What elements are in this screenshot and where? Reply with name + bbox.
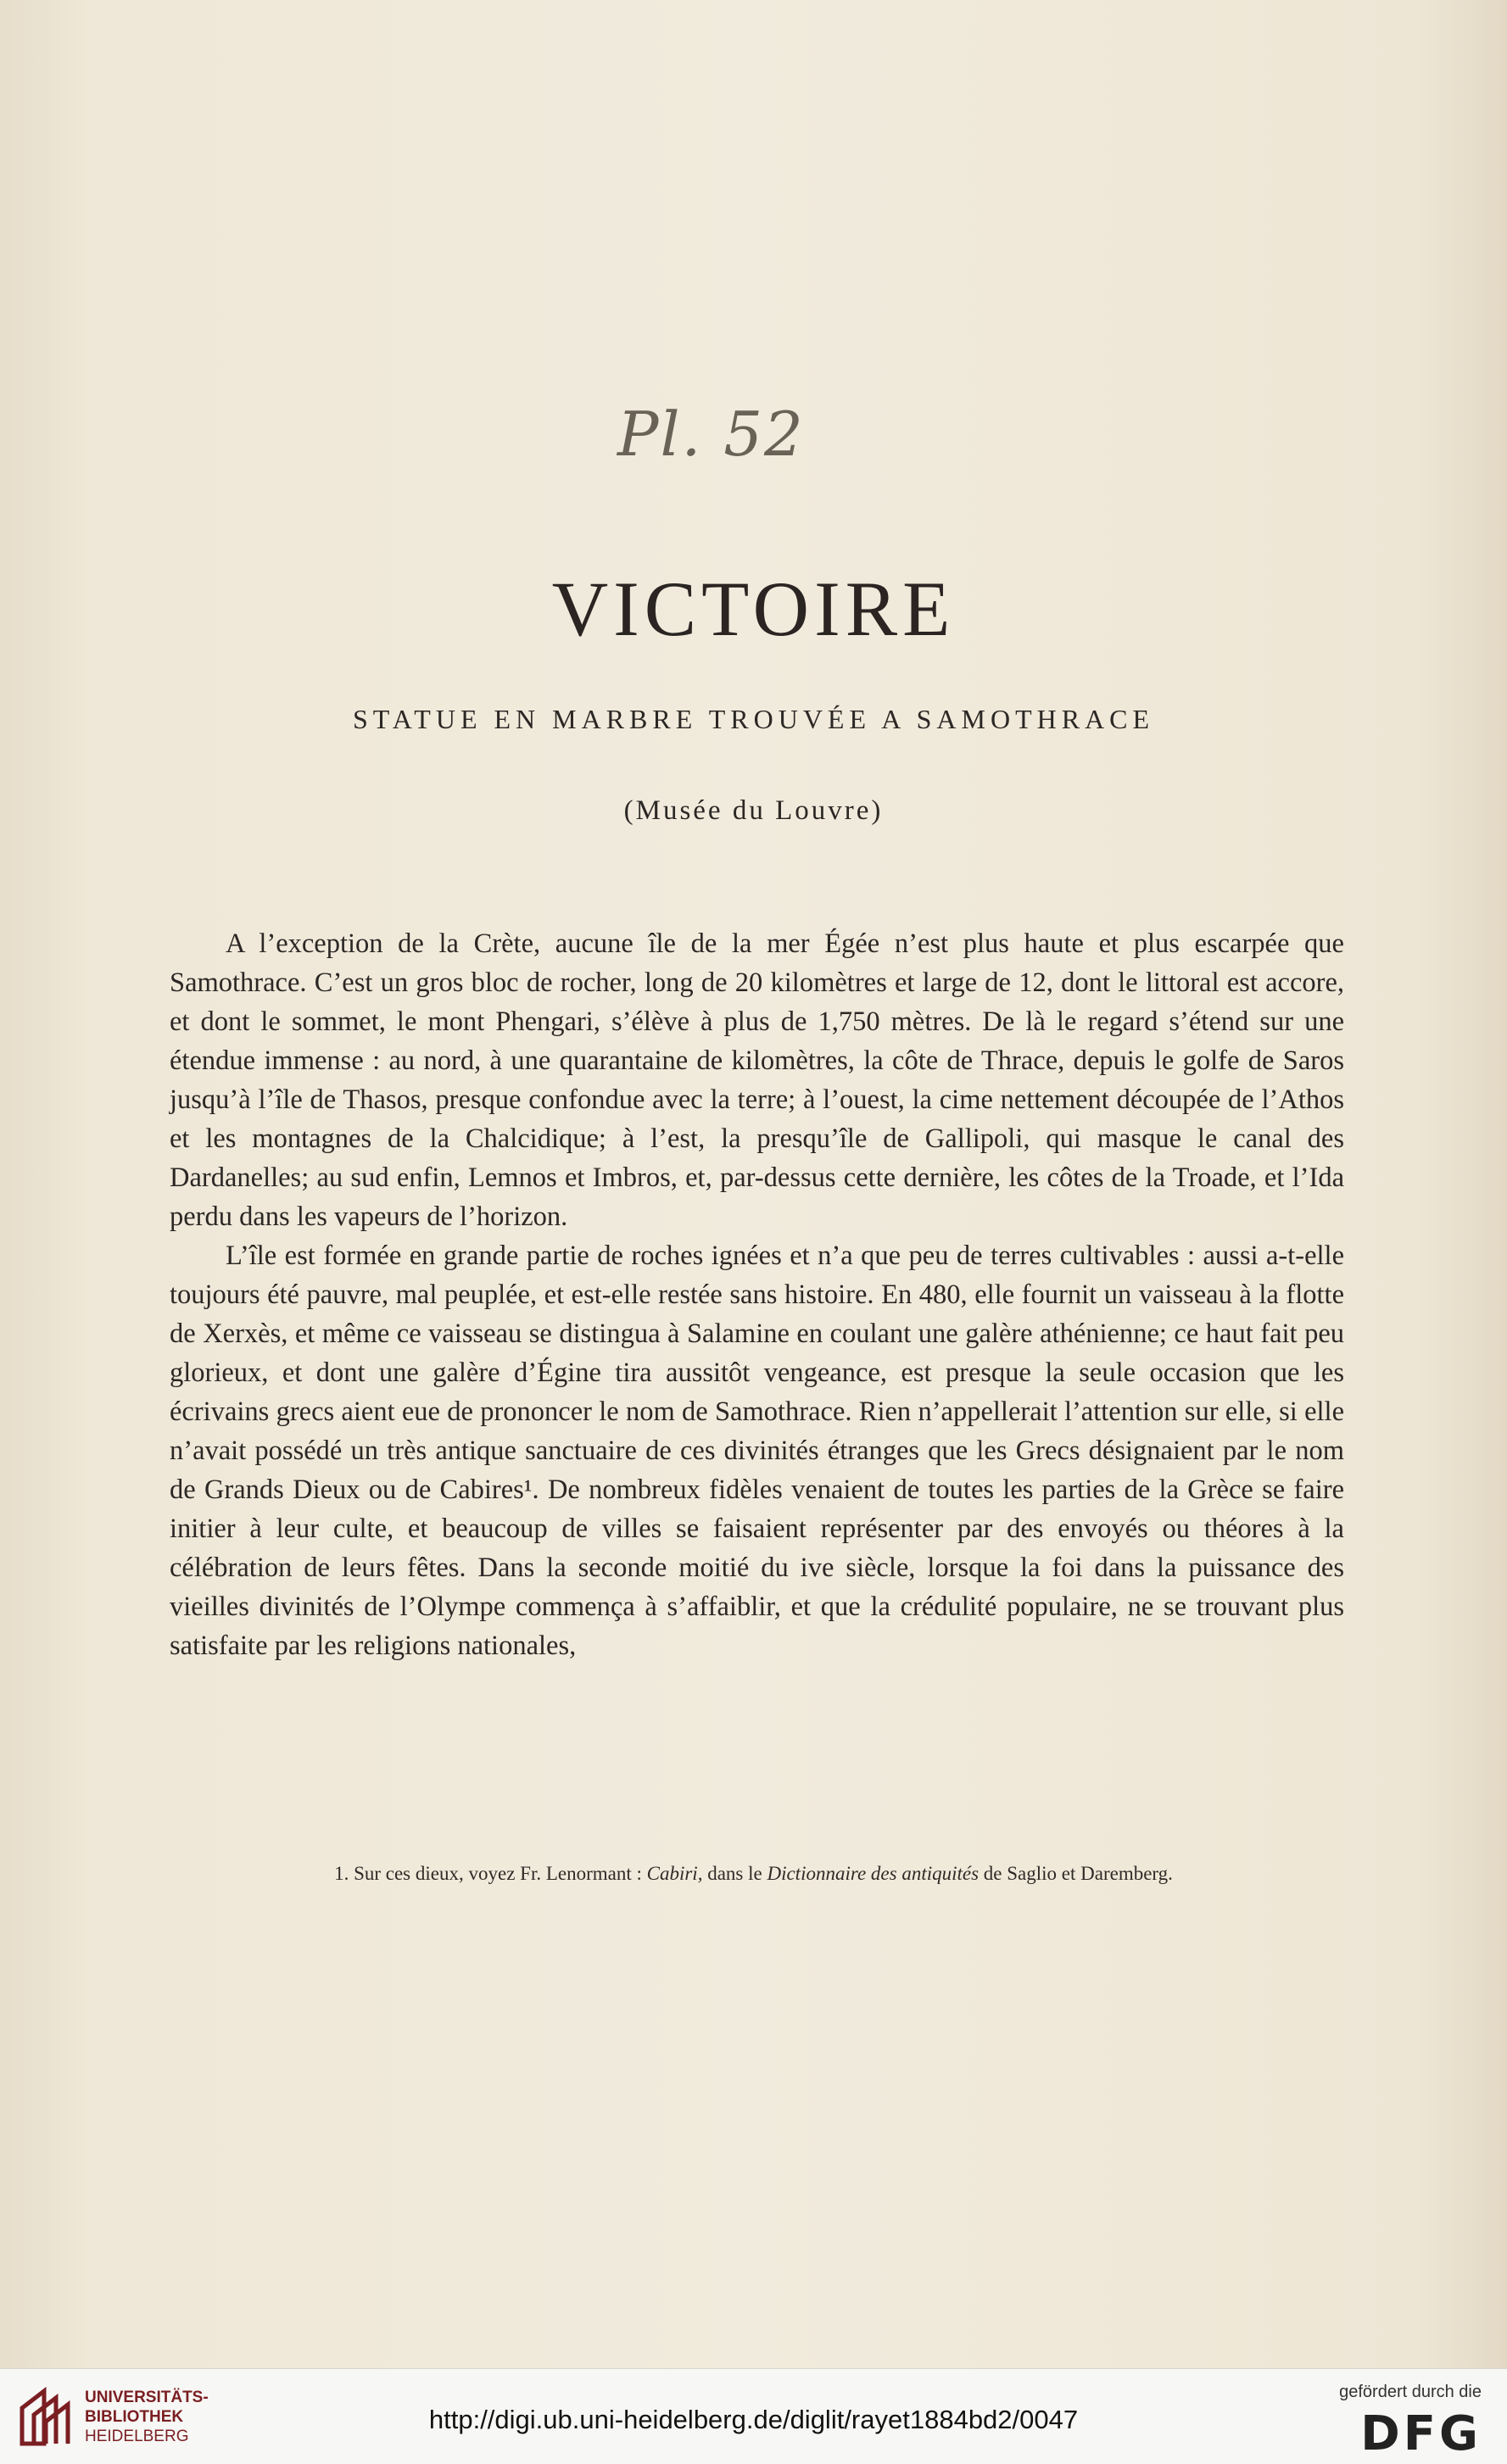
page-title: VICTOIRE: [551, 566, 956, 652]
paragraph-1: A l’exception de la Crète, aucune île de la mer Égée n’est plus haute et plus escarpée que Samothrace. C’est un gros bloc de rocher, long de 20 kilomètres et large de 12, dont le littoral est accore, et dont le sommet, le mont Phengari, s’élève à plus de 1,750 mètres. De là le regard s’étend sur une étendue immense : au nord, à une quarantaine de kilomètres, la côte de Thrace, depuis le golfe de Saros jusqu’à l’île de Thasos, presque confondue avec la terre; à l’ouest, la cime nettement découpée de l’Athos et les montagnes de la Chalcidique; à l’est, la presqu’île de Gallipoli, qui masque le canal des Dardanelles; au sud enfin, Lemnos et Imbros, et, par-dessus cette dernière, les côtes de la Troade, et l’Ida perdu dans les vapeurs de l’horizon.: [170, 928, 1344, 1232]
footnote: [0, 1863, 1507, 1885]
library-line-3: HEIDELBERG: [85, 2428, 189, 2445]
library-line-2: BIBLIOTHEK: [85, 2408, 184, 2426]
footnote-dictionnaire: Dictionnaire des antiquités: [767, 1863, 980, 1884]
footnote-middle: dans le: [702, 1863, 767, 1884]
permalink-url[interactable]: http://digi.ub.uni-heidelberg.de/diglit/rayet1884bd2/0047: [428, 2405, 1079, 2434]
dfg-logo: DFG: [1360, 2406, 1482, 2461]
footnote-cabiri: Cabiri,: [646, 1863, 703, 1884]
handwritten-annotation: Pl. 52: [617, 399, 805, 470]
body-text: [170, 924, 1344, 1665]
footnote-prefix: 1. Sur ces dieux, voyez Fr. Lenormant :: [334, 1863, 647, 1884]
footnote-suffix: de Saglio et Daremberg.: [979, 1863, 1173, 1884]
library-line-1: UNIVERSITÄTS-: [85, 2389, 209, 2406]
page-subtitle: STATUE EN MARBRE TROUVÉE A SAMOTHRACE: [352, 704, 1155, 734]
museum-line: (Musée du Louvre): [623, 795, 884, 826]
paragraph-2: L’île est formée en grande partie de roches ignées et n’a que peu de terres cultivables : aussi a-t-elle toujours été pauvre, mal peuplée, et est-elle restée sans histoire. En 480, elle fournit un vaisseau à la flotte de Xerxès, et même ce vaisseau se distingua à Salamine en coulant une galère athénienne; ce haut fait peu glorieux, et dont une galère d’Égine tira aussitôt vengeance, est presque la seule occasion que les écrivains grecs aient eue de prononcer le nom de Samothrace. Rien n’appellerait l’attention sur elle, si elle n’avait possédé un très antique sanctuaire de ces divinités étranges que les Grecs désignaient par le nom de Grands Dieux ou de Cabires¹. De nombreux fidèles venaient de toutes les parties de la Grèce se faire initier à leur culte, et beaucoup de villes se faisaient représenter par des envoyés ou théores à la célébration de leurs fêtes. Dans la seconde moitié du ive siècle, lorsque la foi dans la puissance des vieilles divinités de l’Olympe commença à s’affaiblir, et que la crédulité populaire, ne se trouvant plus satisfaite par les religions nationales,: [170, 1240, 1344, 1661]
funding-label: gefördert durch die: [1339, 2383, 1482, 2401]
viewer-footer: [0, 2368, 1507, 2464]
